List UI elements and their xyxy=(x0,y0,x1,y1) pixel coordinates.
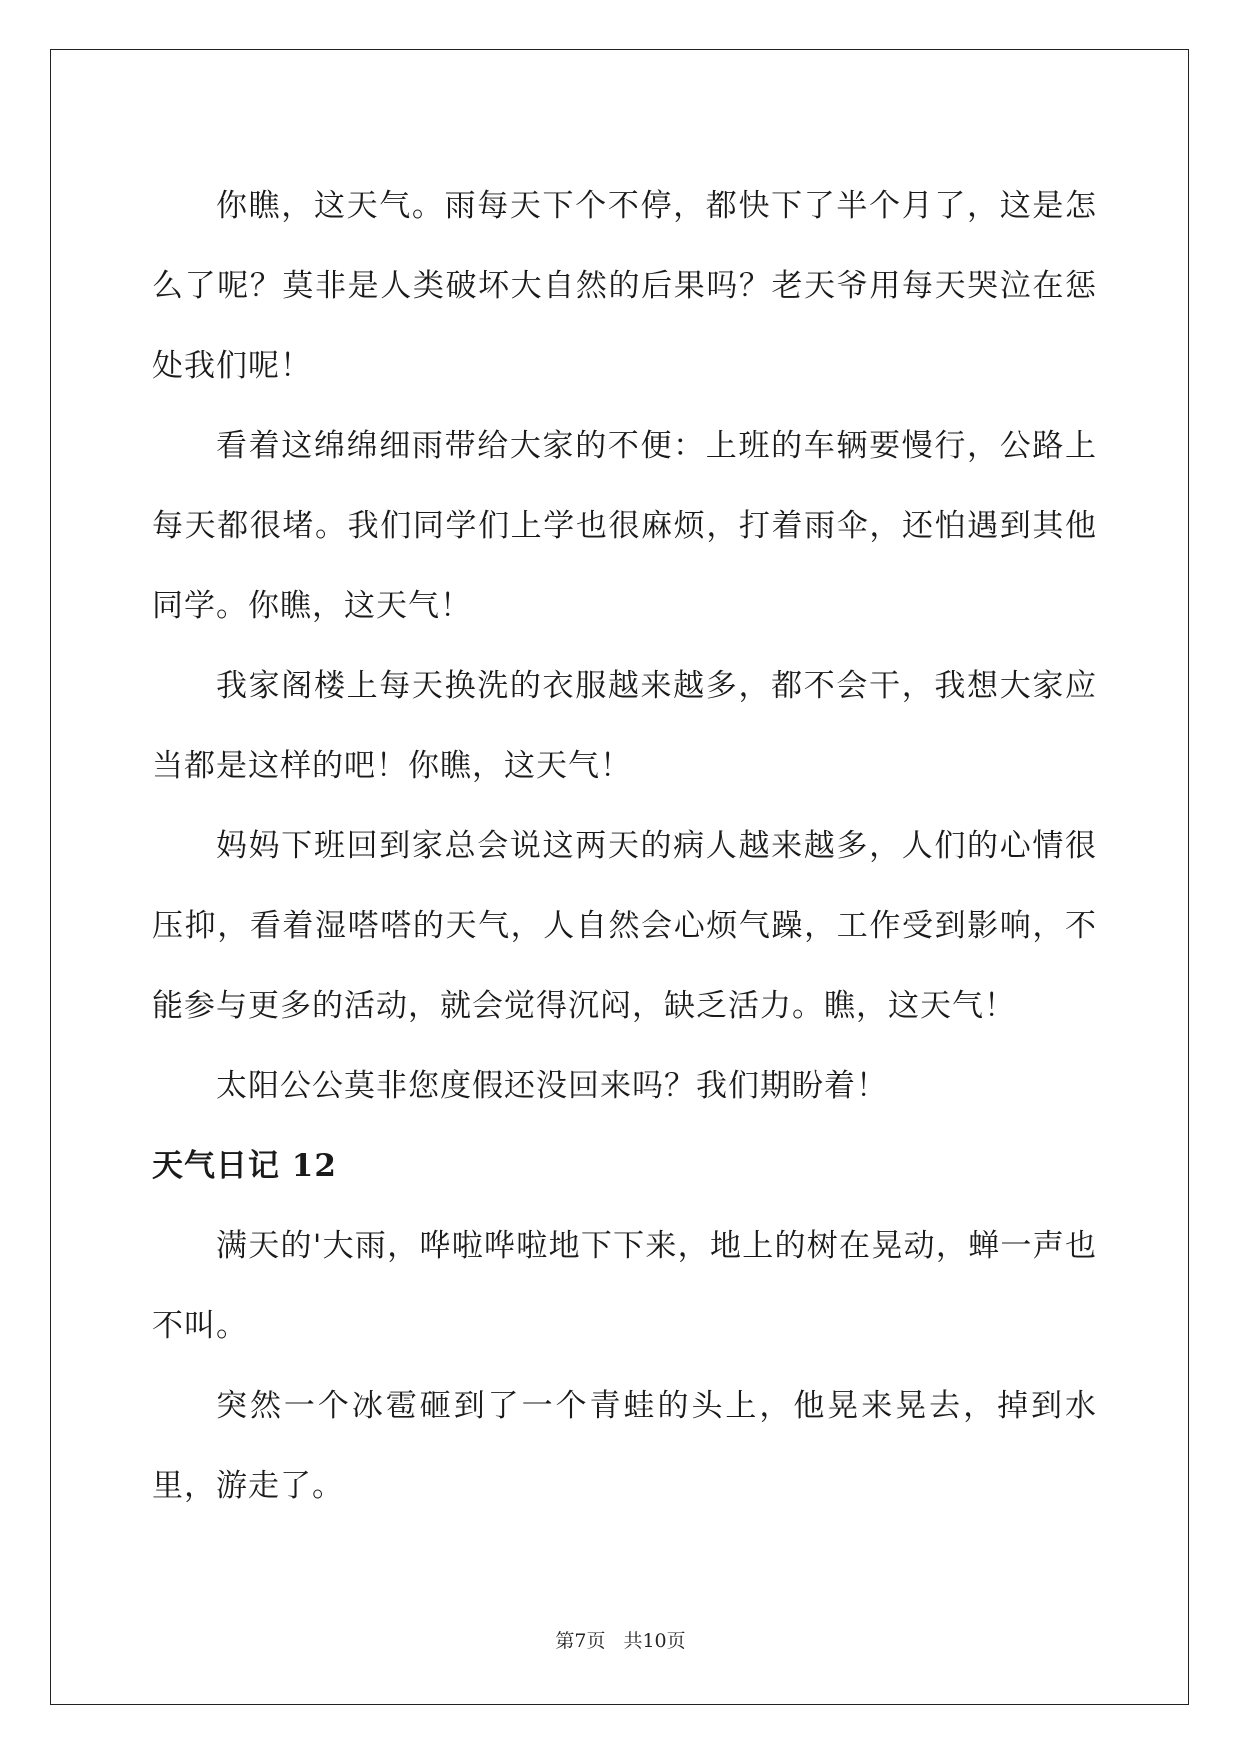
paragraph: 太阳公公莫非您度假还没回来吗？我们期盼着！ xyxy=(216,1068,888,1104)
paragraph: 突然一个冰雹砸到了一个青蛙的头上，他晃来晃去，掉到水里，游走了。 xyxy=(152,1388,1097,1504)
paragraph: 看着这绵绵细雨带给大家的不便：上班的车辆要慢行，公路上每天都很堵。我们同学们上学也很麻烦，打着雨伞，还怕遇到其他同学。你瞧，这天气！ xyxy=(152,428,1097,624)
document-body xyxy=(152,166,1097,1526)
paragraph: 我家阁楼上每天换洗的衣服越来越多，都不会干，我想大家应当都是这样的吧！你瞧，这天气！ xyxy=(152,668,1097,784)
page-footer xyxy=(0,1629,1241,1653)
paragraph: 你瞧，这天气。雨每天下个不停，都快下了半个月了，这是怎么了呢？莫非是人类破坏大自然的后果吗？老天爷用每天哭泣在惩处我们呢！ xyxy=(152,188,1097,384)
total-pages: 共10页 xyxy=(623,1630,686,1652)
paragraph: 妈妈下班回到家总会说这两天的病人越来越多，人们的心情很压抑，看着湿嗒嗒的天气，人自然会心烦气躁，工作受到影响，不能参与更多的活动，就会觉得沉闷，缺乏活力。瞧，这天气！ xyxy=(152,828,1097,1024)
paragraph: 满天的'大雨，哗啦哗啦地下下来，地上的树在晃动，蝉一声也不叫。 xyxy=(152,1228,1097,1344)
current-page-number: 第7页 xyxy=(555,1630,606,1652)
section-title: 天气日记 12 xyxy=(152,1148,337,1184)
